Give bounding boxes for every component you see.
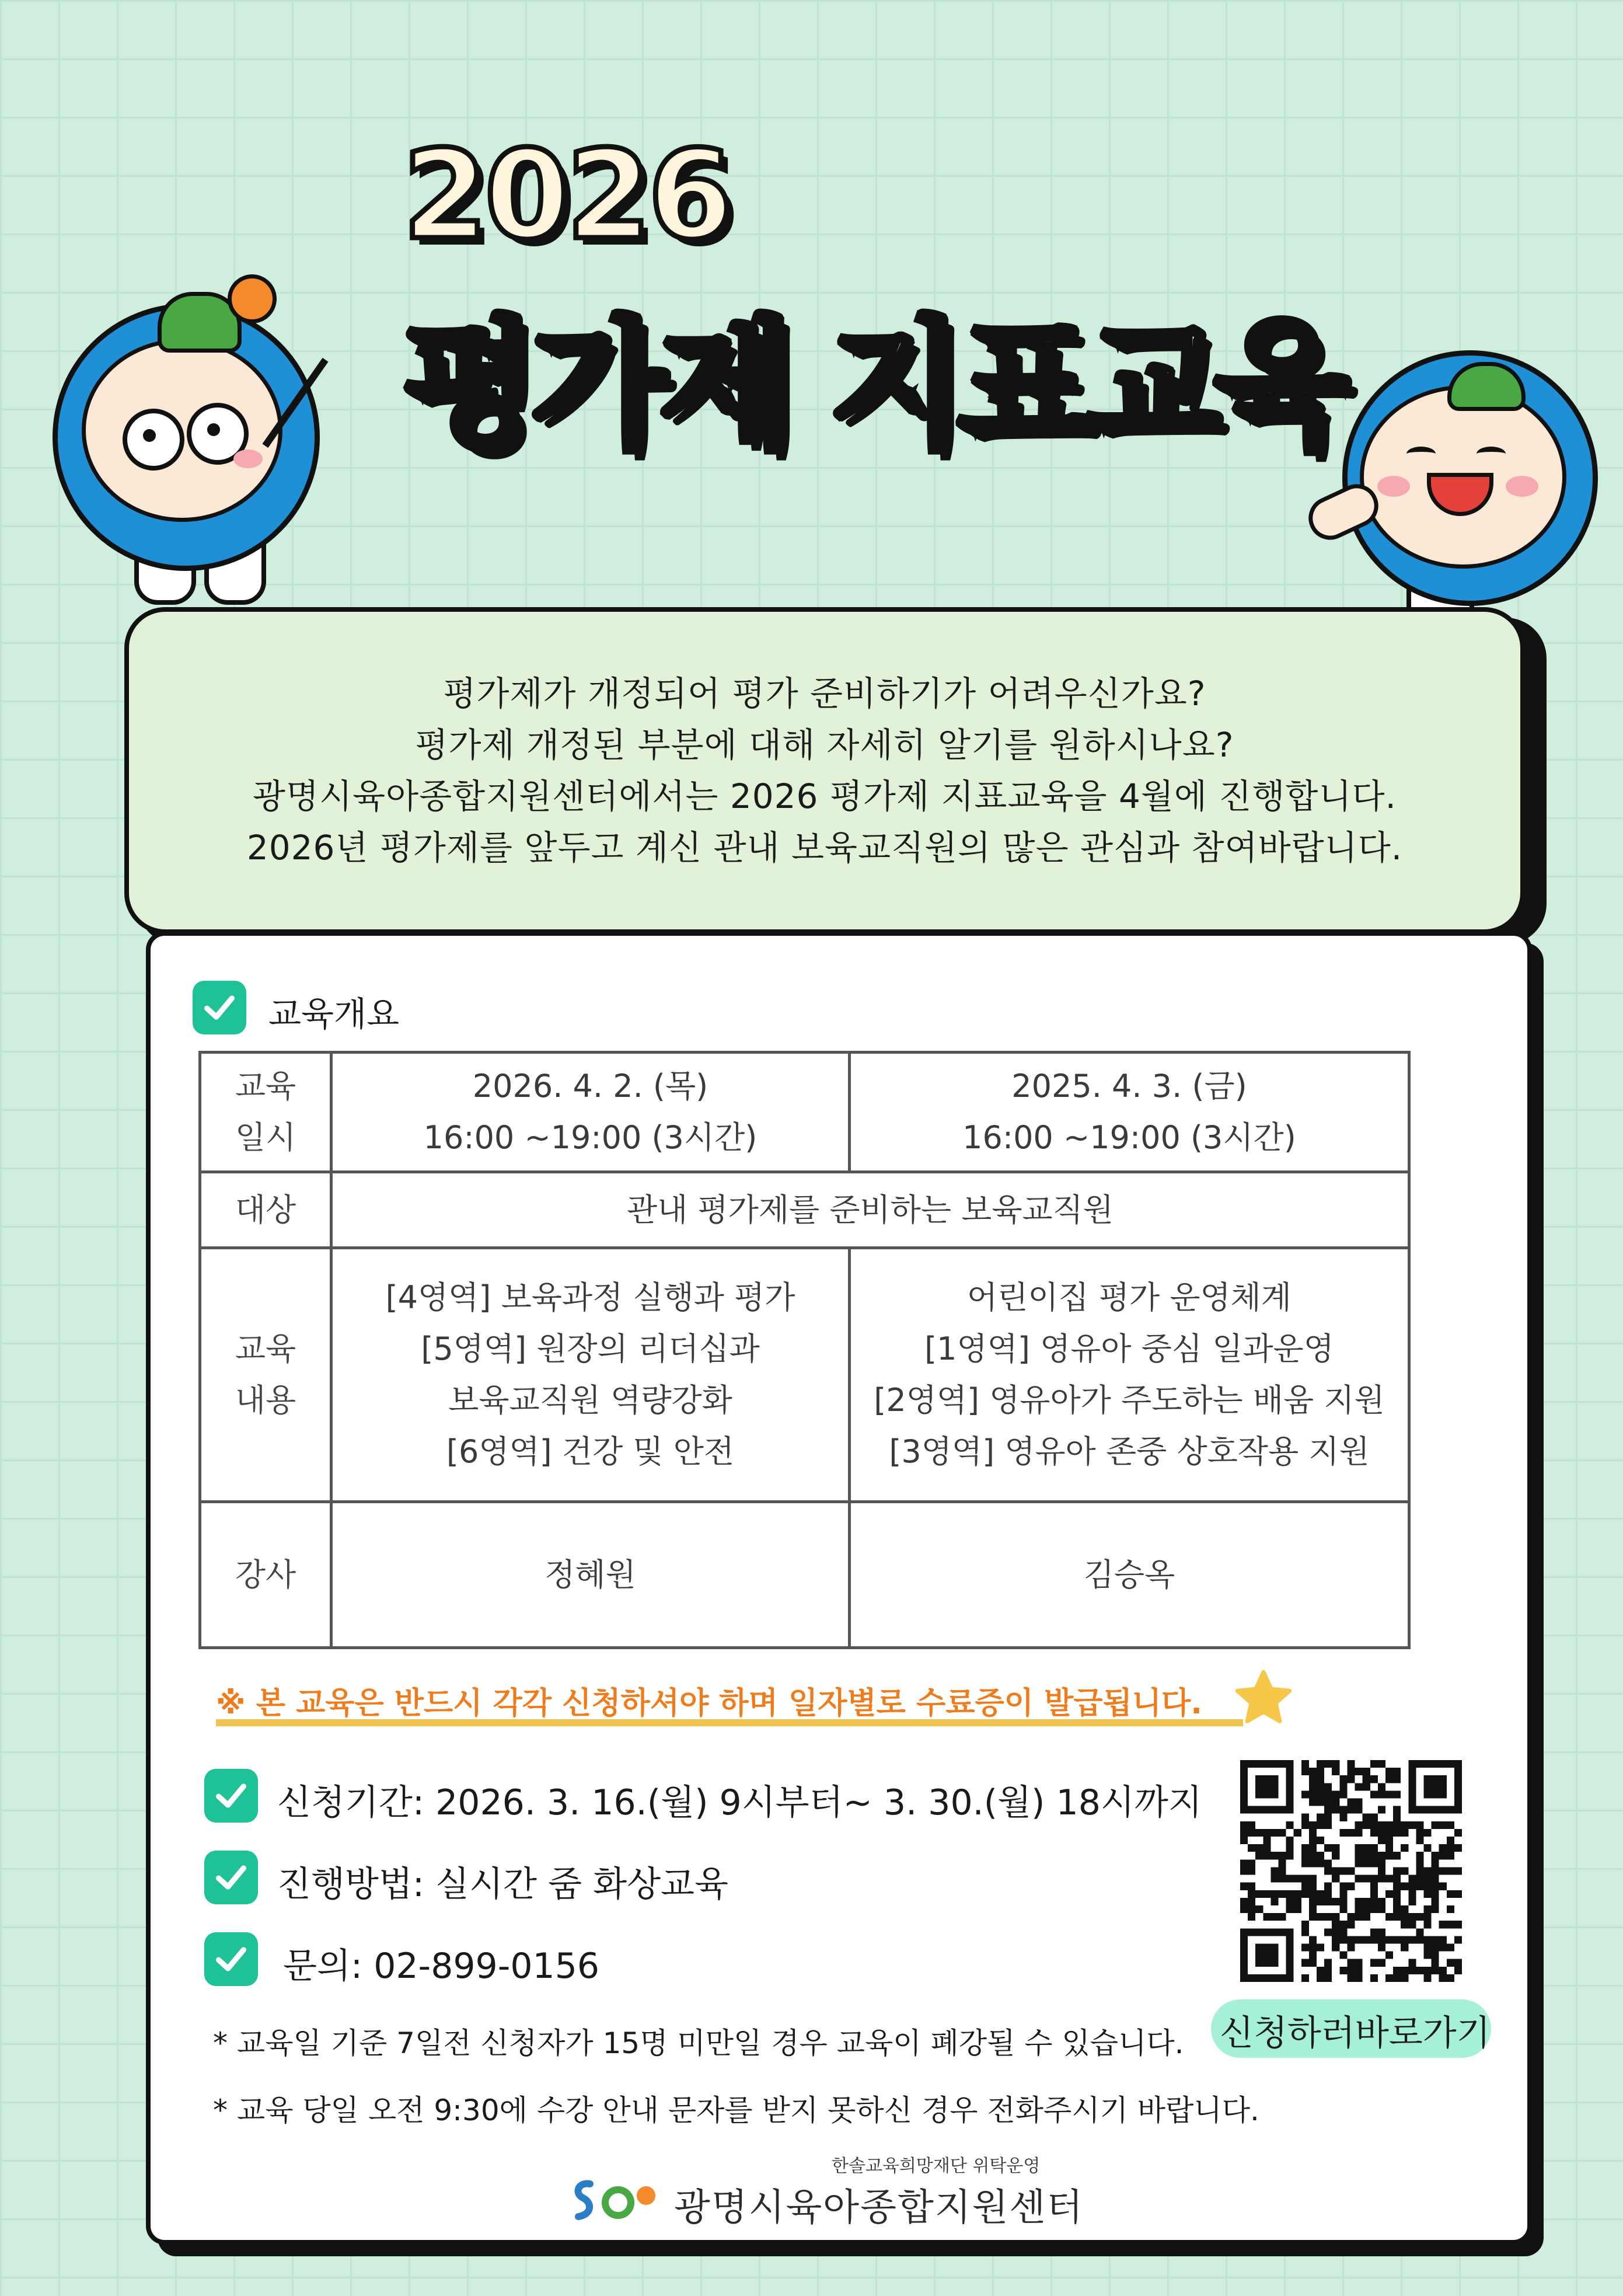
- table-row-lecturer: [200, 1502, 1409, 1648]
- check-icon: [193, 981, 246, 1034]
- lecturer2: 김승옥: [850, 1502, 1409, 1648]
- check-icon: [204, 1932, 258, 1986]
- session1-content: [4영역] 보육과정 실행과 평가 [5영역] 원장의 리더십과 보육교직원 역량강화 [6영역] 건강 및 안전: [331, 1248, 850, 1502]
- lecturer-header: 강사: [200, 1502, 331, 1648]
- target-value: 관내 평가제를 준비하는 보육교직원: [331, 1172, 1409, 1248]
- page-title: 평가제 지표교육: [403, 304, 1343, 467]
- content-header: 교육 내용: [200, 1248, 331, 1502]
- lecturer1: 정혜원: [331, 1502, 850, 1648]
- right-character-illustration: [1307, 350, 1611, 642]
- check-icon: [204, 1851, 258, 1904]
- footnote-contact: * 교육 당일 오전 9:30에 수강 안내 문자를 받지 못하신 경우 전화주시기 바랍니다.: [213, 2093, 1259, 2127]
- education-method: 진행방법: 실시간 줌 화상교육: [277, 1864, 728, 1905]
- target-header: 대상: [200, 1172, 331, 1248]
- footnote-cancellation: * 교육일 기준 7일전 신청자가 15명 미만일 경우 교육이 폐강될 수 있습니다.: [213, 2026, 1184, 2060]
- intro-line: 2026년 평가제를 앞두고 계신 관내 보육교직원의 많은 관심과 참여바랍니다.: [246, 828, 1403, 867]
- session2-date: 2025. 4. 3. (금) 16:00 ~19:00 (3시간): [850, 1053, 1409, 1172]
- apply-link[interactable]: 신청하러바로가기: [1220, 2013, 1491, 2054]
- contact-info: 문의: 02-899-0156: [283, 1946, 600, 1987]
- intro-line: 평가제 개정된 부분에 대해 자세히 알기를 원하시나요?: [415, 725, 1234, 765]
- intro-line: 광명시육아종합지원센터에서는 2026 평가제 지표교육을 4월에 진행합니다.: [253, 776, 1397, 816]
- org-logo-icon: [569, 2175, 662, 2227]
- section-title-overview: 교육개요: [268, 994, 400, 1034]
- intro-box: [124, 607, 1525, 934]
- application-period: 신청기간: 2026. 3. 16.(월) 9시부터~ 3. 30.(월) 18시까지: [277, 1782, 1202, 1823]
- org-name: 광명시육아종합지원센터: [674, 2186, 1084, 2229]
- date-header: 교육 일시: [200, 1053, 331, 1172]
- session2-content: 어린이집 평가 운영체계 [1영역] 영유아 중심 일과운영 [2영역] 영유아가 주도하는 배움 지원 [3영역] 영유아 존중 상호작용 지원: [850, 1248, 1409, 1502]
- table-row-target: [200, 1172, 1409, 1248]
- title-year: 2026: [403, 124, 730, 267]
- table-row-content: [200, 1248, 1409, 1502]
- left-character-illustration: [53, 274, 379, 613]
- session1-date: 2026. 4. 2. (목) 16:00 ~19:00 (3시간): [331, 1053, 850, 1172]
- check-icon: [204, 1769, 258, 1823]
- intro-line: 평가제가 개정되어 평가 준비하기가 어려우신가요?: [443, 674, 1206, 713]
- table-row-date: [200, 1053, 1409, 1172]
- qr-code[interactable]: [1240, 1760, 1462, 1982]
- org-operator: 한솔교육희망재단 위탁운영: [832, 2156, 1041, 2176]
- schedule-table: [198, 1051, 1411, 1649]
- star-icon: [1231, 1667, 1296, 1731]
- notice-text: ※ 본 교육은 반드시 각각 신청하셔야 하며 일자별로 수료증이 발급됩니다.: [216, 1686, 1202, 1721]
